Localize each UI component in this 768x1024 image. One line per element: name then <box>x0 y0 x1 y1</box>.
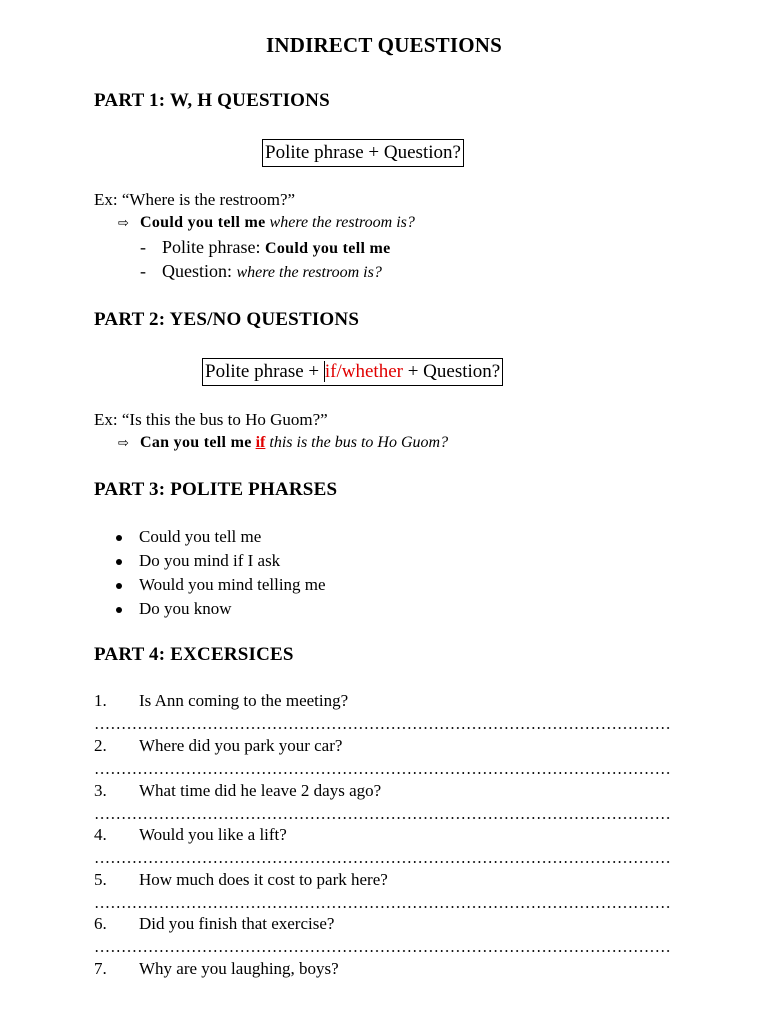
right-arrow-icon: ⇨ <box>118 436 129 451</box>
list-item-text: Do you know <box>139 599 232 618</box>
part4-heading: PART 4: EXCERSICES <box>94 644 294 665</box>
part1-answer-question: where the restroom is? <box>269 214 415 231</box>
answer-line <box>94 817 670 819</box>
part2-answer-polite: Can you tell me <box>140 434 252 451</box>
page-title: INDIRECT QUESTIONS <box>265 33 503 57</box>
dash-bullet: - <box>140 237 146 257</box>
exercise-number: 7. <box>94 959 107 978</box>
part3-heading: PART 3: POLITE PHARSES <box>94 479 338 500</box>
bullet-dot-icon <box>116 559 122 565</box>
exercise-question: How much does it cost to park here? <box>139 870 388 889</box>
exercise-number: 3. <box>94 781 107 800</box>
part2-example: Ex: “Is this the bus to Ho Guom?” <box>94 410 328 429</box>
exercise-number: 2. <box>94 736 107 755</box>
exercise-number: 4. <box>94 825 107 844</box>
part2-answer-if: if <box>255 434 266 451</box>
part1-answer <box>118 214 415 232</box>
part1-item-question <box>140 261 382 282</box>
part2-formula-post: + Question? <box>402 361 501 382</box>
part1-formula-box: Polite phrase + Question? <box>262 139 464 167</box>
part1-item-label: Polite phrase: <box>162 237 261 257</box>
list-item-text: Would you mind telling me <box>139 575 326 594</box>
part2-answer <box>118 434 448 452</box>
exercise-question: Did you finish that exercise? <box>139 914 335 933</box>
exercise-number: 5. <box>94 870 107 889</box>
list-item-text: Could you tell me <box>139 527 262 546</box>
part1-item-polite <box>140 237 391 258</box>
part2-answer-question: this is the bus to Ho Guom? <box>269 434 449 451</box>
bullet-dot-icon <box>116 583 122 589</box>
exercise-question: Would you like a lift? <box>139 825 287 844</box>
right-arrow-icon: ⇨ <box>118 216 129 231</box>
exercise-number: 6. <box>94 914 107 933</box>
answer-line <box>94 772 670 774</box>
part2-heading: PART 2: YES/NO QUESTIONS <box>94 309 360 330</box>
answer-line <box>94 950 670 952</box>
bullet-dot-icon <box>116 535 122 541</box>
part2-formula-red: if/whether <box>324 361 403 382</box>
dash-bullet: - <box>140 261 146 281</box>
exercise-question: What time did he leave 2 days ago? <box>139 781 382 800</box>
part1-item-label: Question: <box>162 261 232 281</box>
answer-line <box>94 906 670 908</box>
list-item-text: Do you mind if I ask <box>139 551 281 570</box>
part1-answer-polite: Could you tell me <box>140 214 266 231</box>
part1-item-value: where the restroom is? <box>236 264 382 281</box>
exercise-question: Is Ann coming to the meeting? <box>139 691 349 710</box>
part2-formula-pre: Polite phrase + <box>205 361 324 382</box>
bullet-dot-icon <box>116 607 122 613</box>
part2-formula-box <box>202 358 503 386</box>
exercise-question: Where did you park your car? <box>139 736 343 755</box>
part1-example: Ex: “Where is the restroom?” <box>94 190 296 209</box>
part1-item-value: Could you tell me <box>264 240 391 257</box>
answer-line <box>94 727 670 729</box>
exercise-question: Why are you laughing, boys? <box>139 959 339 978</box>
answer-line <box>94 861 670 863</box>
exercise-number: 1. <box>94 691 107 710</box>
part1-heading: PART 1: W, H QUESTIONS <box>94 90 330 111</box>
